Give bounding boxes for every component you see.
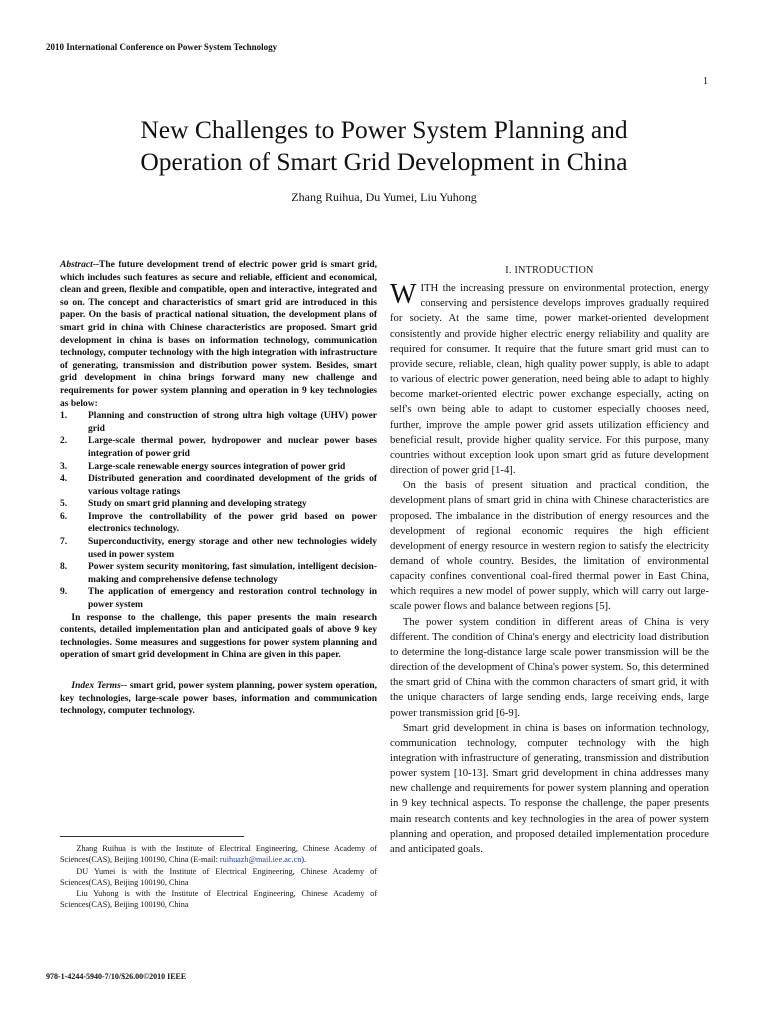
list-item bbox=[60, 561, 377, 586]
index-terms-label: Index Terms bbox=[71, 681, 121, 691]
abstract bbox=[60, 259, 377, 410]
list-item-text: Planning and construction of strong ultra high voltage (UHV) power grid bbox=[88, 411, 377, 434]
footnote-author-1: Zhang Ruihua is with the Institute of Electrical Engineering, Chinese Academy of Sciences(CAS), Beijing 100190, China (E-mail: ruihuazh@mail.iee.ac.cn). bbox=[60, 844, 377, 865]
isbn-copyright: 978-1-4244-5940-7/10/$26.00©2010 IEEE bbox=[46, 972, 187, 981]
list-item-number: 8. bbox=[60, 562, 68, 573]
author-list: Zhang Ruihua, Du Yumei, Liu Yuhong bbox=[291, 190, 477, 204]
list-item-number: 5. bbox=[60, 499, 68, 510]
footnote-author-2: DU Yumei is with the Institute of Electrical Engineering, Chinese Academy of Sciences(CAS), Beijing 100190, China bbox=[60, 866, 377, 887]
intro-paragraph-3: The power system condition in different areas of China is very different. The condition of China's energy and electricity load distribution to determine the long-distance large scale power transmission will be the direction of the development of China's power system. So, this determined the smart grid of China with the common characters of smart grid, it with the unique characters of large sending ends, large receiving ends, large power transmission grid [6-9]. bbox=[390, 615, 709, 719]
list-item-text: Distributed generation and coordinated development of the grids of various voltage ratings bbox=[88, 474, 377, 497]
list-item bbox=[60, 498, 377, 511]
conference-header: 2010 International Conference on Power System Technology bbox=[46, 42, 278, 52]
list-item-number: 3. bbox=[60, 461, 68, 472]
paper-title bbox=[0, 114, 768, 178]
title-line-1: New Challenges to Power System Planning and bbox=[140, 115, 628, 144]
list-item-number: 1. bbox=[60, 411, 68, 422]
list-item-number: 7. bbox=[60, 537, 68, 548]
footnote-author-3: Liu Yuhong is with the Institute of Electrical Engineering, Chinese Academy of Sciences(CAS), Beijing 100190, China bbox=[60, 889, 377, 910]
footnotes bbox=[60, 843, 377, 911]
section-heading-introduction: I. INTRODUCTION bbox=[505, 265, 594, 276]
list-item-text: Large-scale renewable energy sources integration of power grid bbox=[88, 461, 346, 472]
list-item-number: 6. bbox=[60, 511, 68, 522]
list-item-text: Study on smart grid planning and developing strategy bbox=[88, 499, 307, 510]
list-item-text: Improve the controllability of the power grid based on power electronics technology. bbox=[88, 511, 377, 535]
drop-cap: W bbox=[390, 279, 417, 311]
list-item-text: Large-scale thermal power, hydropower and nuclear power bases integration of power grid bbox=[88, 436, 377, 459]
title-line-2: Operation of Smart Grid Development in China bbox=[140, 147, 628, 176]
right-column bbox=[390, 259, 709, 857]
index-terms-text: -- smart grid, power system planning, power system operation, key technologies, large-scale power bases, information and communication technology, computer technology. bbox=[60, 681, 378, 717]
intro-paragraph-4: Smart grid development in china is bases on information technology, communication technology, computer technology with the high integration with infrastructure of generating, transmission and distribution power system [10-13]. Smart grid development in china addresses many new challenge and requirements for power system planning and operation in 9 key technical aspects. To response the challenge, the paper presents main research contents and key technologies in the area of power system planning and operation, and proposed detailed implementation procedure and anticipated goals. bbox=[390, 721, 709, 855]
index-terms bbox=[60, 680, 377, 718]
author-email-link[interactable]: ruihuazh@mail.iee.ac.cn bbox=[219, 855, 302, 865]
abstract-label: Abstract bbox=[60, 260, 93, 270]
list-item-number: 4. bbox=[60, 474, 68, 485]
list-item-text: The application of emergency and restoration control technology in power system bbox=[88, 587, 377, 611]
list-item bbox=[60, 586, 377, 611]
list-item bbox=[60, 473, 377, 498]
list-item-number: 9. bbox=[60, 587, 68, 598]
intro-paragraph-1: WITH the increasing pressure on environmental protection, energy conserving and persistence develops improves gradually required for society. At the same time, power market-oriented development consistently and provide higher electric energy reliability and quality are required for consumer. It require that the future smart grid must can to provide secure, reliable, clean, high quality power supply, is able to adapt to various of electric power generation, need being able to adapt to highly become market-oriented electric power exchange especially, acting on self's own being able to adapt to customer especially chooses need, further, improve the ample power grid assets utilization efficiency and beneficial result, provide higher quality service. For this purpose, many countries without exception look upon smart grid as future development direction of power grid [1-4]. bbox=[390, 279, 709, 477]
list-item-text: Power system security monitoring, fast simulation, intelligent decision-making and comprehensive defense technology bbox=[88, 562, 377, 585]
left-column bbox=[60, 259, 377, 718]
intro-paragraph-2: On the basis of present situation and practical condition, the development plans of smart grid in china with Chinese characteristics are proposed. The imbalance in the distribution of energy resources and the development of regional economic requires the high efficient development of energy resource in western region to satisfy the electricity demand of whole country. Besides, the limitation of environmental capacity confines conventional coal-fired thermal power in East China, which requires a new model of power supply, which will carry out large-scale power flows and balance between regions [5]. bbox=[390, 479, 709, 613]
abstract-closing: In response to the challenge, this paper presents the main research contents, detailed implementation plan and anticipated goals of above 9 key technologies. Some measures and suggestions for power system planning and operation of smart grid development in China are given in this paper. bbox=[60, 612, 377, 661]
list-item bbox=[60, 461, 377, 474]
list-item bbox=[60, 536, 377, 561]
list-item-number: 2. bbox=[60, 436, 68, 447]
page-number: 1 bbox=[703, 76, 708, 87]
list-item-text: Superconductivity, energy storage and other new technologies widely used in power system bbox=[88, 537, 377, 560]
list-item bbox=[60, 410, 377, 435]
list-item bbox=[60, 435, 377, 460]
footnote-divider bbox=[60, 836, 244, 837]
abstract-text: --The future development trend of electric power grid is smart grid, which includes such features as secure and reliable, efficient and economical, clean and green, flexible and compatible, open and interactive, integrated and so on. The concept and characteristics of smart grid are introduced in this paper. On the basis of practical national situation, the development plans of smart grid in china with Chinese characteristics are proposed. Smart grid development in china is bases on information technology, communication technology, computer technology with the high integration with infrastructure of generating, transmission and distribution power system. Besides, smart grid development in china brings forward many new challenge and requirements for power system planning and operation in 9 key technologies as below: bbox=[60, 260, 377, 409]
list-item bbox=[60, 511, 377, 536]
key-technology-list bbox=[60, 410, 377, 612]
